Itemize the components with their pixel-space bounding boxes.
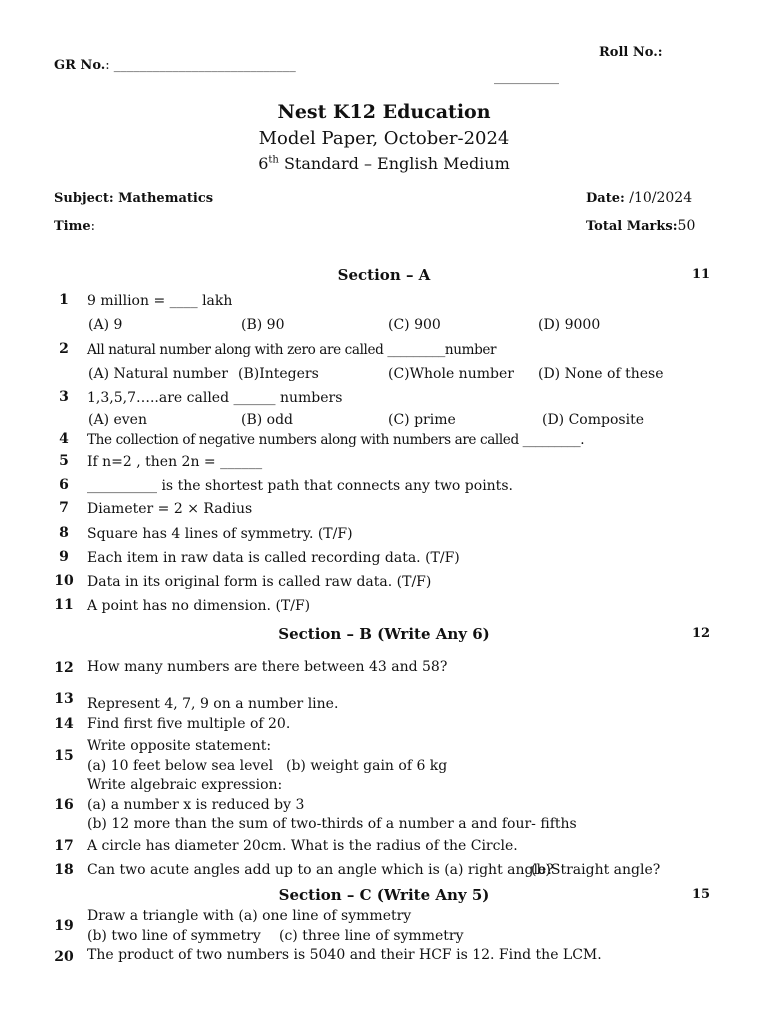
question-number: 20	[54, 949, 74, 965]
question-number: 3	[59, 389, 69, 405]
section-c-title: Section – C (Write Any 5)	[278, 886, 490, 904]
question-number: 12	[54, 660, 74, 676]
question-text-line-1: Write algebraic expression:	[87, 777, 283, 793]
question-number: 17	[54, 838, 74, 854]
question-text: A point has no dimension. (T/F)	[87, 598, 311, 614]
standard-suffix: th	[268, 154, 279, 166]
question-text: Diameter = 2 × Radius	[87, 501, 253, 517]
section-a-title: Section – A	[337, 266, 431, 284]
date-value: /10/2024	[624, 190, 693, 206]
question-number: 13	[54, 691, 74, 707]
question-text: The product of two numbers is 5040 and their HCF is 12. Find the LCM.	[87, 947, 602, 963]
date-field	[586, 190, 692, 206]
gr-number-field	[54, 58, 296, 73]
question-text: If n=2 , then 2n = ______	[87, 454, 263, 470]
section-c-marks: 15	[692, 887, 711, 902]
question-part-c: (c) three line of symmetry	[279, 928, 464, 944]
question-number: 14	[54, 716, 74, 732]
marks-value: 50	[677, 218, 696, 234]
question-part-b: (b)Straight angle?	[531, 862, 661, 878]
question-text: Each item in raw data is called recording data. (T/F)	[87, 550, 460, 566]
question-number: 8	[59, 525, 69, 541]
question-number: 4	[59, 431, 69, 447]
time-label: Time	[54, 219, 91, 234]
school-name: Nest K12 Education	[277, 101, 491, 123]
option-c: (C)Whole number	[388, 366, 514, 382]
question-text-line-1: Draw a triangle with (a) one line of symmetry	[87, 908, 412, 924]
question-text: 1,3,5,7…..are called ______ numbers	[87, 390, 343, 406]
option-d: (D) Composite	[542, 412, 644, 428]
option-c: (C) prime	[388, 412, 456, 428]
time-colon: :	[90, 219, 96, 234]
question-number: 11	[54, 597, 74, 613]
question-text: 9 million = ____ lakh	[87, 293, 233, 309]
question-number: 10	[54, 573, 74, 589]
option-b: (B) odd	[241, 412, 294, 428]
option-d: (D) 9000	[538, 317, 601, 333]
section-b-marks: 12	[692, 626, 711, 641]
question-text: The collection of negative numbers along with numbers are called _________.	[87, 432, 585, 448]
question-text-line-1: Write opposite statement:	[87, 738, 272, 754]
question-number: 9	[59, 549, 69, 565]
total-marks-field	[586, 218, 695, 234]
option-d: (D) None of these	[538, 366, 664, 382]
question-text: Find first five multiple of 20.	[87, 716, 291, 732]
option-c: (C) 900	[388, 317, 441, 333]
standard-number: 6	[258, 154, 269, 173]
question-part-b: (b) 12 more than the sum of two-thirds of a number a and four- fifths	[87, 816, 577, 832]
standard-text: Standard – English Medium	[278, 154, 510, 173]
gr-label: GR No.	[54, 58, 106, 73]
question-number: 2	[59, 341, 69, 357]
question-text: Can two acute angles add up to an angle which is (a) right angle?	[87, 862, 554, 878]
question-part-a: (a) 10 feet below sea level	[87, 758, 274, 774]
option-a: (A) even	[88, 412, 147, 428]
section-a-marks: 11	[692, 267, 711, 282]
roll-blank: __________	[494, 70, 559, 85]
question-text: How many numbers are there between 43 and 58?	[87, 659, 448, 675]
option-a: (A) Natural number	[88, 366, 228, 382]
question-number: 16	[54, 797, 74, 813]
question-text: All natural number along with zero are called _________number	[87, 342, 497, 358]
question-number: 6	[59, 477, 69, 493]
standard-line	[0, 154, 768, 173]
question-number: 5	[59, 453, 69, 469]
question-text: A circle has diameter 20cm. What is the radius of the Circle.	[87, 838, 518, 854]
question-part-b: (b) weight gain of 6 kg	[286, 758, 448, 774]
question-text: Represent 4, 7, 9 on a number line.	[87, 696, 339, 712]
option-b: (B) 90	[241, 317, 285, 333]
question-text: Square has 4 lines of symmetry. (T/F)	[87, 526, 353, 542]
gr-blank: : ____________________________	[105, 58, 296, 73]
date-label: Date:	[586, 191, 625, 206]
option-b: (B)Integers	[238, 366, 319, 382]
question-text: __________ is the shortest path that connects any two points.	[87, 478, 513, 494]
question-part-b: (b) two line of symmetry	[87, 928, 261, 944]
paper-title: Model Paper, October-2024	[258, 128, 510, 149]
option-a: (A) 9	[88, 317, 123, 333]
question-number: 7	[59, 500, 69, 516]
question-text: Data in its original form is called raw data. (T/F)	[87, 574, 432, 590]
subject-label: Subject: Mathematics	[54, 191, 214, 206]
question-number: 15	[54, 748, 74, 764]
section-b-title: Section – B (Write Any 6)	[278, 625, 490, 643]
time-field	[54, 219, 95, 234]
question-number: 1	[59, 292, 69, 308]
question-number: 18	[54, 862, 74, 878]
question-part-a: (a) a number x is reduced by 3	[87, 797, 305, 813]
marks-label: Total Marks:	[586, 219, 678, 234]
roll-label: Roll No.:	[599, 45, 663, 60]
question-number: 19	[54, 918, 74, 934]
